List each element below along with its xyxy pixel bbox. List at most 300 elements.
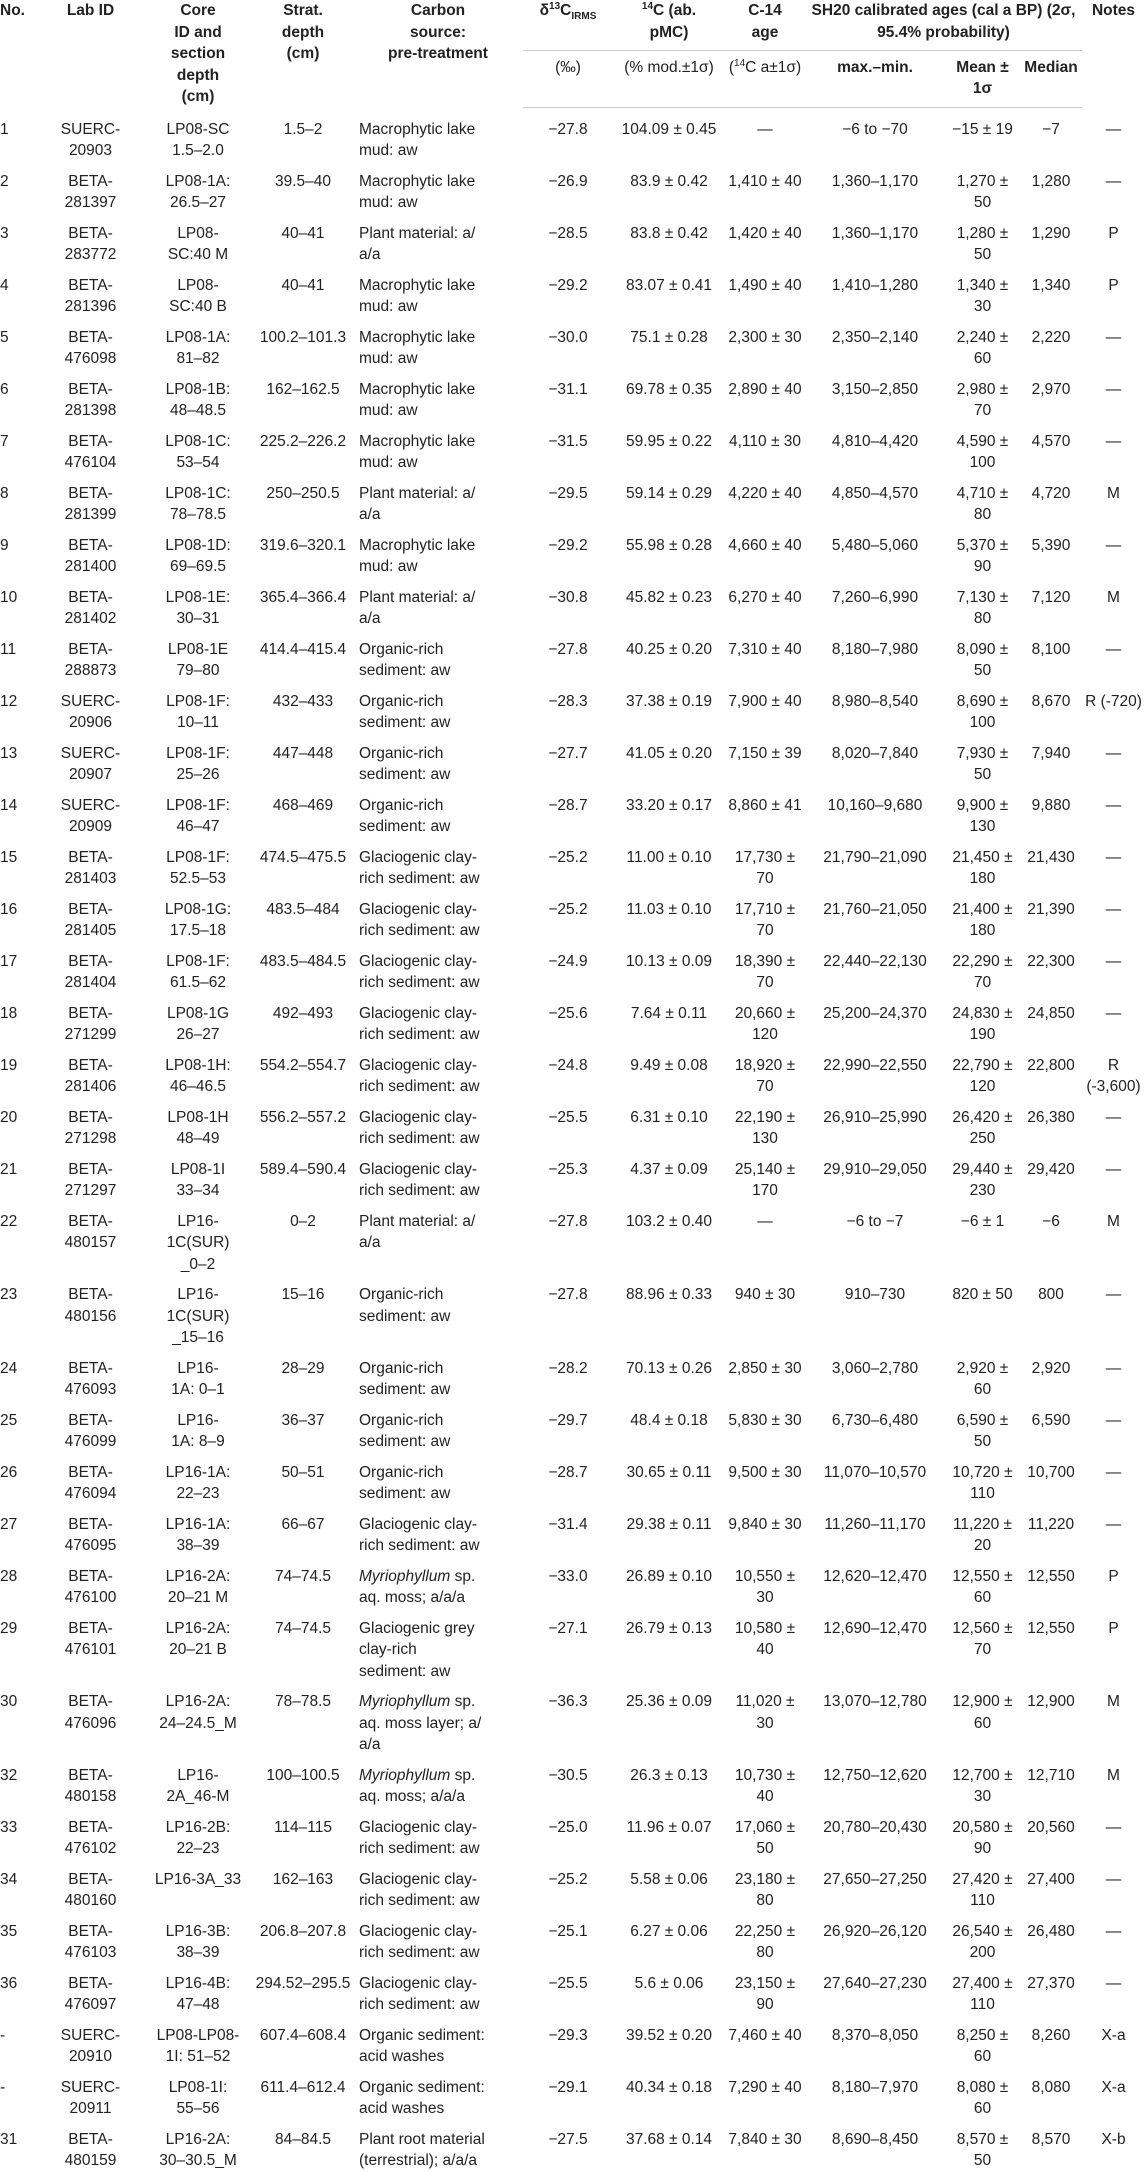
cell-cal-mean: 1,280 ± 50 (956, 224, 1009, 263)
cell-cal-median: 22,300 (1027, 952, 1075, 970)
cell-no: 9 (0, 536, 9, 554)
table-row (0, 422, 1145, 474)
cell-cal-mean: −6 ± 1 (960, 1212, 1005, 1230)
table-row (0, 1349, 1145, 1401)
cell-notes: — (1105, 796, 1122, 814)
header-strat-depth: Strat. depth (cm) (281, 2, 325, 62)
cell-c14-age: 2,890 ± 40 (728, 380, 802, 398)
cell-strat-depth: 162–163 (272, 1870, 334, 1888)
cell-cal-mean: 29,440 ± 230 (952, 1160, 1013, 1199)
cell-no: 31 (0, 2130, 18, 2148)
cell-cal-median: 27,370 (1027, 1974, 1075, 1992)
cell-c14-pmc: 83.07 ± 0.41 (625, 276, 713, 294)
table-row (0, 526, 1145, 578)
cell-c14-age: 23,180 ± 80 (734, 1870, 796, 1909)
cell-d13c: −26.9 (548, 172, 588, 190)
cell-c14-age: — (757, 121, 773, 138)
cell-cal-mean: 9,900 ± 130 (956, 796, 1009, 835)
cell-c14-pmc: 10.13 ± 0.09 (625, 952, 713, 970)
table-row (0, 474, 1145, 526)
cell-carbon-source: Organic-rich sediment: aw (359, 744, 451, 783)
cell-cal-mean: 12,900 ± 60 (952, 1693, 1013, 1732)
cell-c14-age: 1,410 ± 40 (728, 172, 802, 190)
cell-cal-range: 27,650–27,250 (823, 1870, 927, 1888)
table-row (0, 630, 1145, 682)
cell-notes: — (1105, 900, 1122, 918)
cell-lab-id: BETA- 281397 (64, 172, 117, 211)
cell-lab-id: BETA- 476099 (64, 1411, 117, 1450)
cell-d13c: −25.5 (548, 1974, 588, 1992)
cell-cal-range: 7,260–6,990 (831, 588, 919, 606)
cell-lab-id: BETA- 271299 (64, 1004, 117, 1043)
cell-cal-median: 8,670 (1031, 692, 1071, 710)
cell-cal-range: 11,070–10,570 (823, 1463, 927, 1481)
cell-lab-id: BETA- 281396 (64, 276, 117, 315)
cell-c14-age: 7,150 ± 39 (728, 744, 802, 762)
header-d13c-sup: 13 (549, 0, 561, 12)
header-c14-pmc (613, 0, 725, 50)
cell-no: 26 (0, 1463, 18, 1481)
cell-notes: M (1107, 484, 1120, 502)
cell-cal-mean: 21,450 ± 180 (952, 848, 1013, 887)
cell-cal-range: 22,440–22,130 (823, 952, 927, 970)
cell-carbon-source: Plant material: a/ a/a (359, 224, 476, 263)
cell-cal-mean: 8,690 ± 100 (956, 692, 1009, 731)
cell-no: 21 (0, 1160, 18, 1178)
cell-lab-id: BETA- 281405 (64, 900, 117, 939)
cell-carbon-source: Plant material: a/ a/a (359, 1212, 476, 1251)
cell-strat-depth: 474.5–475.5 (259, 848, 347, 866)
cell-c14-pmc: 55.98 ± 0.28 (625, 536, 713, 554)
cell-no: 29 (0, 1619, 18, 1637)
cell-lab-id: SUERC- 20910 (60, 2026, 121, 2065)
cell-cal-range: 8,370–8,050 (831, 2026, 919, 2044)
cell-d13c: −25.6 (548, 1004, 588, 1022)
cell-strat-depth: 36–37 (281, 1411, 325, 1429)
cell-notes: — (1105, 1160, 1122, 1178)
cell-d13c: −24.9 (548, 952, 588, 970)
cell-cal-mean: 2,980 ± 70 (956, 380, 1009, 419)
cell-notes: — (1105, 1286, 1122, 1303)
cell-cal-range: 3,060–2,780 (831, 1359, 919, 1377)
cell-lab-id: BETA- 476101 (64, 1619, 117, 1658)
cell-cal-median: 12,710 (1027, 1766, 1075, 1784)
cell-carbon-source (353, 1557, 523, 1609)
cell-strat-depth: 554.2–554.7 (259, 1056, 347, 1074)
source-text: sp. aq. moss; a/a/a (359, 1766, 476, 1805)
cell-carbon-source: Glaciogenic clay- rich sediment: aw (359, 1056, 480, 1095)
cell-carbon-source: Glaciogenic clay- rich sediment: aw (359, 1515, 480, 1554)
cell-lab-id: BETA- 476093 (64, 1359, 117, 1398)
cell-strat-depth: 468–469 (272, 796, 334, 814)
cell-d13c: −28.7 (548, 796, 588, 814)
cell-notes: X-a (1101, 2026, 1126, 2044)
cell-d13c: −28.5 (548, 224, 588, 242)
cell-cal-mean: 4,590 ± 100 (956, 432, 1009, 471)
cell-no: 13 (0, 744, 18, 762)
cell-notes: R (-3,600) (1086, 1056, 1141, 1095)
cell-carbon-source: Macrophytic lake mud: aw (359, 120, 476, 159)
cell-carbon-source (353, 1682, 523, 1756)
cell-lab-id: BETA- 281398 (64, 380, 117, 419)
cell-no: 35 (0, 1922, 18, 1940)
table-row (0, 578, 1145, 630)
cell-c14-pmc: 25.36 ± 0.09 (625, 1693, 713, 1710)
cell-c14-age: 6,270 ± 40 (728, 588, 802, 606)
cell-c14-pmc: 11.00 ± 0.10 (626, 848, 712, 866)
table-row (0, 214, 1145, 266)
cell-core-id: LP16-2A: 24–24.5_M (159, 1693, 237, 1732)
cell-cal-mean: 4,710 ± 80 (956, 484, 1009, 523)
table-row (0, 1860, 1145, 1912)
cell-notes: M (1107, 1693, 1120, 1710)
cell-cal-median: 7,940 (1031, 744, 1071, 762)
cell-d13c: −30.0 (548, 328, 588, 346)
cell-d13c: −31.1 (548, 380, 588, 398)
table-row (0, 1505, 1145, 1557)
header-cal-median: Median (1020, 50, 1082, 108)
cell-no: 16 (0, 900, 18, 918)
cell-cal-median: 24,850 (1027, 1004, 1075, 1022)
cell-cal-mean: 22,790 ± 120 (952, 1056, 1013, 1095)
cell-core-id: LP08- SC:40 M (167, 224, 229, 263)
cell-no: 27 (0, 1515, 18, 1533)
cell-c14-age: 10,580 ± 40 (734, 1619, 796, 1658)
cell-lab-id: BETA- 476098 (64, 328, 117, 367)
cell-core-id: LP16-1A: 38–39 (165, 1515, 231, 1554)
cell-cal-range: 21,790–21,090 (823, 848, 927, 866)
cell-d13c: −27.7 (548, 744, 588, 762)
header-d13c (523, 0, 613, 50)
cell-strat-depth: 40–41 (281, 224, 325, 242)
cell-strat-depth: 589.4–590.4 (259, 1160, 347, 1178)
cell-no: - (0, 2078, 6, 2096)
cell-lab-id: BETA- 281404 (64, 952, 117, 991)
cell-strat-depth: 74–74.5 (274, 1567, 332, 1585)
cell-lab-id: SUERC- 20906 (60, 692, 121, 731)
cell-cal-range: 21,760–21,050 (823, 900, 927, 918)
cell-no: 3 (0, 224, 9, 242)
cell-cal-mean: −15 ± 19 (952, 121, 1013, 138)
cell-strat-depth: 15–16 (281, 1286, 325, 1303)
cell-cal-mean: 7,930 ± 50 (956, 744, 1009, 783)
cell-c14-age: 2,850 ± 30 (728, 1359, 802, 1377)
cell-c14-pmc: 30.65 ± 0.11 (626, 1463, 712, 1481)
cell-no: - (0, 2026, 6, 2044)
cell-c14-pmc: 6.31 ± 0.10 (630, 1108, 708, 1126)
cell-c14-pmc: 88.96 ± 0.33 (625, 1286, 713, 1303)
table-row (0, 162, 1145, 214)
table-row (0, 1401, 1145, 1453)
cell-cal-median: 9,880 (1031, 796, 1071, 814)
cell-c14-pmc: 83.8 ± 0.42 (630, 224, 708, 242)
cell-cal-mean: 8,250 ± 60 (956, 2026, 1009, 2065)
cell-no: 18 (0, 1004, 18, 1022)
cell-carbon-source: Organic-rich sediment: aw (359, 1359, 451, 1398)
cell-d13c: −25.2 (548, 900, 588, 918)
cell-no: 24 (0, 1359, 18, 1377)
cell-d13c: −36.3 (548, 1693, 588, 1710)
cell-c14-age: 22,250 ± 80 (734, 1922, 796, 1961)
cell-c14-age: 11,020 ± 30 (735, 1693, 795, 1732)
cell-core-id: LP16-2B: 22–23 (165, 1818, 231, 1857)
cell-cal-range: 27,640–27,230 (823, 1974, 927, 1992)
cell-core-id: LP16-4B: 47–48 (165, 1974, 231, 2013)
cell-cal-median: 8,100 (1031, 640, 1071, 658)
cell-cal-range: 8,980–8,540 (831, 692, 919, 710)
cell-carbon-source: Organic-rich sediment: aw (359, 1286, 451, 1325)
cell-strat-depth: 74–74.5 (274, 1619, 332, 1637)
cell-d13c: −27.5 (548, 2130, 588, 2148)
cell-strat-depth: 611.4–612.4 (260, 2078, 346, 2096)
cell-c14-pmc: 11.03 ± 0.10 (626, 900, 712, 918)
cell-c14-age: 1,490 ± 40 (728, 276, 802, 294)
table-row (0, 1912, 1145, 1964)
cell-lab-id: BETA- 480156 (64, 1286, 117, 1325)
cell-carbon-source: Macrophytic lake mud: aw (359, 276, 476, 315)
cell-core-id: LP16-1A: 22–23 (165, 1463, 231, 1502)
cell-cal-mean: 24,830 ± 190 (952, 1004, 1013, 1043)
cell-cal-median: −6 (1042, 1212, 1060, 1230)
cell-c14-pmc: 5.6 ± 0.06 (634, 1974, 704, 1992)
cell-d13c: −29.3 (548, 2026, 588, 2044)
cell-cal-median: 2,970 (1031, 380, 1071, 398)
cell-core-id: LP16-2A: 20–21 M (165, 1567, 231, 1606)
cell-strat-depth: 100.2–101.3 (259, 328, 347, 346)
cell-no: 14 (0, 796, 18, 814)
cell-c14-age: 10,550 ± 30 (734, 1567, 796, 1606)
cell-core-id: LP08-SC 1.5–2.0 (166, 120, 230, 159)
cell-lab-id: SUERC- 20911 (60, 2078, 121, 2117)
cell-strat-depth: 100–100.5 (266, 1766, 340, 1784)
table-row (0, 108, 1145, 162)
cell-no: 36 (0, 1974, 18, 1992)
cell-cal-mean: 8,570 ± 50 (956, 2130, 1009, 2169)
cell-c14-age: 940 ± 30 (734, 1286, 796, 1303)
header-core-id: Core ID and section depth (cm) (170, 2, 226, 105)
cell-no: 15 (0, 848, 18, 866)
cell-lab-id: BETA- 476100 (64, 1567, 117, 1606)
cell-carbon-source: Organic sediment: acid washes (359, 2078, 485, 2117)
cell-core-id: LP16- 2A_46-M (166, 1766, 230, 1805)
cell-core-id: LP16- 1A: 0–1 (171, 1359, 225, 1398)
cell-strat-depth: 414.4–415.4 (259, 640, 347, 658)
cell-carbon-source: Glaciogenic clay- rich sediment: aw (359, 1974, 480, 2013)
cell-cal-median: −7 (1042, 121, 1060, 138)
cell-c14-age: 7,310 ± 40 (728, 640, 802, 658)
cell-c14-pmc: 5.58 ± 0.06 (630, 1870, 708, 1888)
cell-d13c: −25.2 (548, 1870, 588, 1888)
cell-c14-pmc: 26.3 ± 0.13 (630, 1766, 708, 1784)
cell-no: 11 (0, 640, 17, 658)
source-text: sp. aq. moss layer; a/ a/a (359, 1693, 482, 1753)
header-sh20-calibrated: SH20 calibrated ages (cal a BP) (2σ, 95.4% probability) (805, 0, 1082, 50)
cell-cal-mean: 10,720 ± 110 (952, 1463, 1013, 1502)
cell-strat-depth: 39.5–40 (274, 172, 332, 190)
cell-lab-id: BETA- 476097 (64, 1974, 117, 2013)
header-age-unit-pre: ( (728, 58, 735, 76)
header-age-unit-rest: C a±1σ) (745, 58, 802, 76)
cell-carbon-source: Macrophytic lake mud: aw (359, 172, 476, 211)
cell-lab-id: BETA- 476103 (64, 1922, 117, 1961)
cell-cal-mean: 2,240 ± 60 (956, 328, 1009, 367)
cell-d13c: −27.8 (548, 1286, 588, 1303)
cell-cal-median: 26,480 (1027, 1922, 1075, 1940)
cell-lab-id: BETA- 476102 (64, 1818, 117, 1857)
cell-no: 2 (0, 172, 9, 190)
header-c14-sup: 14 (641, 0, 654, 12)
cell-c14-age: 17,730 ± 70 (734, 848, 796, 887)
cell-carbon-source: Macrophytic lake mud: aw (359, 380, 476, 419)
cell-d13c: −25.3 (548, 1160, 588, 1178)
cell-d13c: −28.7 (548, 1463, 588, 1481)
cell-cal-range: 12,690–12,470 (823, 1619, 927, 1637)
cell-carbon-source: Glaciogenic clay- rich sediment: aw (359, 900, 480, 939)
header-no: No. (0, 2, 25, 19)
cell-d13c: −27.8 (548, 121, 588, 138)
table-row (0, 2068, 1145, 2120)
cell-no: 17 (0, 952, 18, 970)
cell-cal-mean: 11,220 ± 20 (952, 1515, 1013, 1554)
cell-c14-age: 17,060 ± 50 (734, 1818, 796, 1857)
cell-notes: — (1105, 120, 1122, 138)
taxon-name: Myriophyllum (359, 1766, 451, 1784)
cell-core-id: LP16- 1A: 8–9 (171, 1411, 225, 1450)
cell-c14-pmc: 11.96 ± 0.07 (626, 1818, 712, 1836)
header-d13c-unit: (‰) (523, 50, 613, 108)
cell-c14-pmc: 33.20 ± 0.17 (625, 796, 713, 814)
table-row (0, 1557, 1145, 1609)
cell-strat-depth: 84–84.5 (274, 2130, 332, 2148)
cell-cal-median: 800 (1038, 1286, 1064, 1303)
cell-cal-median: 8,260 (1031, 2026, 1071, 2044)
header-lab-id: Lab ID (66, 2, 115, 19)
cell-lab-id: BETA- 281406 (64, 1056, 117, 1095)
cell-core-id: LP08-1E: 30–31 (165, 588, 231, 627)
cell-cal-range: −6 to −70 (842, 121, 908, 138)
cell-cal-median: 1,280 (1031, 172, 1071, 190)
cell-c14-age: 17,710 ± 70 (734, 900, 796, 939)
cell-strat-depth: 607.4–608.4 (259, 2026, 347, 2044)
cell-core-id: LP08-1E 79–80 (167, 640, 229, 679)
cell-notes: X-b (1101, 2130, 1126, 2148)
cell-notes: R (-720) (1085, 692, 1142, 710)
table-row (0, 1150, 1145, 1202)
cell-c14-age: 18,920 ± 70 (734, 1056, 796, 1095)
cell-c14-age: 18,390 ± 70 (734, 952, 796, 991)
table-row (0, 1202, 1145, 1276)
header-cal-range: max.–min. (805, 50, 945, 108)
header-age-unit (725, 50, 805, 108)
cell-c14-age: 4,660 ± 40 (728, 536, 802, 554)
table-row (0, 994, 1145, 1046)
cell-no: 33 (0, 1818, 18, 1836)
cell-core-id: LP16-3B: 38–39 (165, 1922, 231, 1961)
cell-strat-depth: 294.52–295.5 (255, 1974, 351, 1992)
cell-notes: — (1105, 640, 1122, 658)
header-c14-main: C (ab. pMC) (649, 2, 697, 41)
cell-c14-age: 10,730 ± 40 (734, 1766, 796, 1805)
table-row (0, 1453, 1145, 1505)
cell-notes: — (1105, 952, 1122, 970)
cell-c14-pmc: 83.9 ± 0.42 (630, 172, 708, 190)
cell-carbon-source: Organic-rich sediment: aw (359, 1411, 451, 1450)
cell-lab-id: SUERC- 20903 (60, 120, 121, 159)
cell-core-id: LP16-3A_33 (154, 1870, 242, 1888)
header-cal-mean: Mean ± 1σ (945, 50, 1020, 108)
cell-d13c: −25.2 (548, 848, 588, 866)
table-row (0, 318, 1145, 370)
cell-carbon-source: Organic-rich sediment: aw (359, 796, 451, 835)
cell-d13c: −24.8 (548, 1056, 588, 1074)
cell-c14-age: 7,290 ± 40 (728, 2078, 802, 2096)
cell-cal-median: 1,340 (1031, 276, 1071, 294)
cell-lab-id: BETA- 271297 (64, 1160, 117, 1199)
cell-notes: — (1105, 1515, 1122, 1533)
cell-strat-depth: 66–67 (281, 1515, 325, 1533)
cell-cal-range: 1,360–1,170 (831, 224, 919, 242)
header-d13c-rest: C (560, 2, 572, 19)
cell-d13c: −31.5 (548, 432, 588, 450)
cell-d13c: −31.4 (548, 1515, 588, 1533)
cell-d13c: −28.2 (548, 1359, 588, 1377)
cell-cal-mean: 6,590 ± 50 (956, 1411, 1009, 1450)
cell-cal-range: 8,180–7,970 (831, 2078, 919, 2096)
source-text: sp. aq. moss; a/a/a (359, 1567, 476, 1606)
cell-no: 25 (0, 1411, 18, 1429)
cell-c14-age: 9,500 ± 30 (728, 1463, 802, 1481)
table-row (0, 682, 1145, 734)
cell-lab-id: BETA- 283772 (64, 224, 117, 263)
cell-core-id: LP08-1B: 48–48.5 (165, 380, 231, 419)
cell-notes: — (1105, 1411, 1122, 1429)
cell-c14-age: 4,110 ± 30 (729, 432, 801, 450)
cell-core-id: LP08-LP08- 1I: 51–52 (156, 2026, 240, 2065)
cell-notes: P (1108, 276, 1119, 294)
cell-c14-pmc: 40.25 ± 0.20 (625, 640, 713, 658)
cell-strat-depth: 78–78.5 (274, 1693, 332, 1710)
cell-cal-median: 5,390 (1031, 536, 1071, 554)
table-body (0, 108, 1145, 2172)
cell-cal-median: 6,590 (1031, 1411, 1071, 1429)
cell-strat-depth: 556.2–557.2 (259, 1108, 347, 1126)
cell-cal-median: 1,290 (1031, 224, 1071, 242)
table-row (0, 1964, 1145, 2016)
cell-notes: — (1105, 172, 1122, 190)
cell-strat-depth: 114–115 (273, 1818, 333, 1836)
cell-carbon-source: Glaciogenic grey clay-rich sediment: aw (359, 1619, 475, 1680)
cell-cal-mean: 26,540 ± 200 (952, 1922, 1013, 1961)
cell-core-id: LP16- 1C(SUR) _0–2 (166, 1212, 230, 1273)
cell-core-id: LP08-1F: 46–47 (166, 796, 230, 835)
cell-core-id: LP08-1C: 78–78.5 (165, 484, 231, 523)
cell-no: 12 (0, 692, 18, 710)
cell-lab-id: BETA- 476096 (64, 1693, 117, 1732)
cell-c14-pmc: 9.49 ± 0.08 (630, 1056, 708, 1074)
cell-cal-median: 2,920 (1031, 1359, 1071, 1377)
cell-no: 7 (0, 432, 9, 450)
header-carbon-source: Carbon source: pre-treatment (388, 2, 488, 62)
cell-c14-pmc: 4.37 ± 0.09 (630, 1160, 708, 1178)
cell-core-id: LP08-1C: 53–54 (165, 432, 231, 471)
cell-cal-range: 29,910–29,050 (823, 1160, 927, 1178)
cell-strat-depth: 319.6–320.1 (259, 536, 347, 554)
cell-c14-pmc: 70.13 ± 0.26 (625, 1359, 713, 1377)
cell-no: 30 (0, 1693, 18, 1710)
cell-core-id: LP08-1G 26–27 (166, 1004, 230, 1043)
cell-notes: — (1105, 536, 1122, 554)
cell-d13c: −29.2 (548, 276, 588, 294)
